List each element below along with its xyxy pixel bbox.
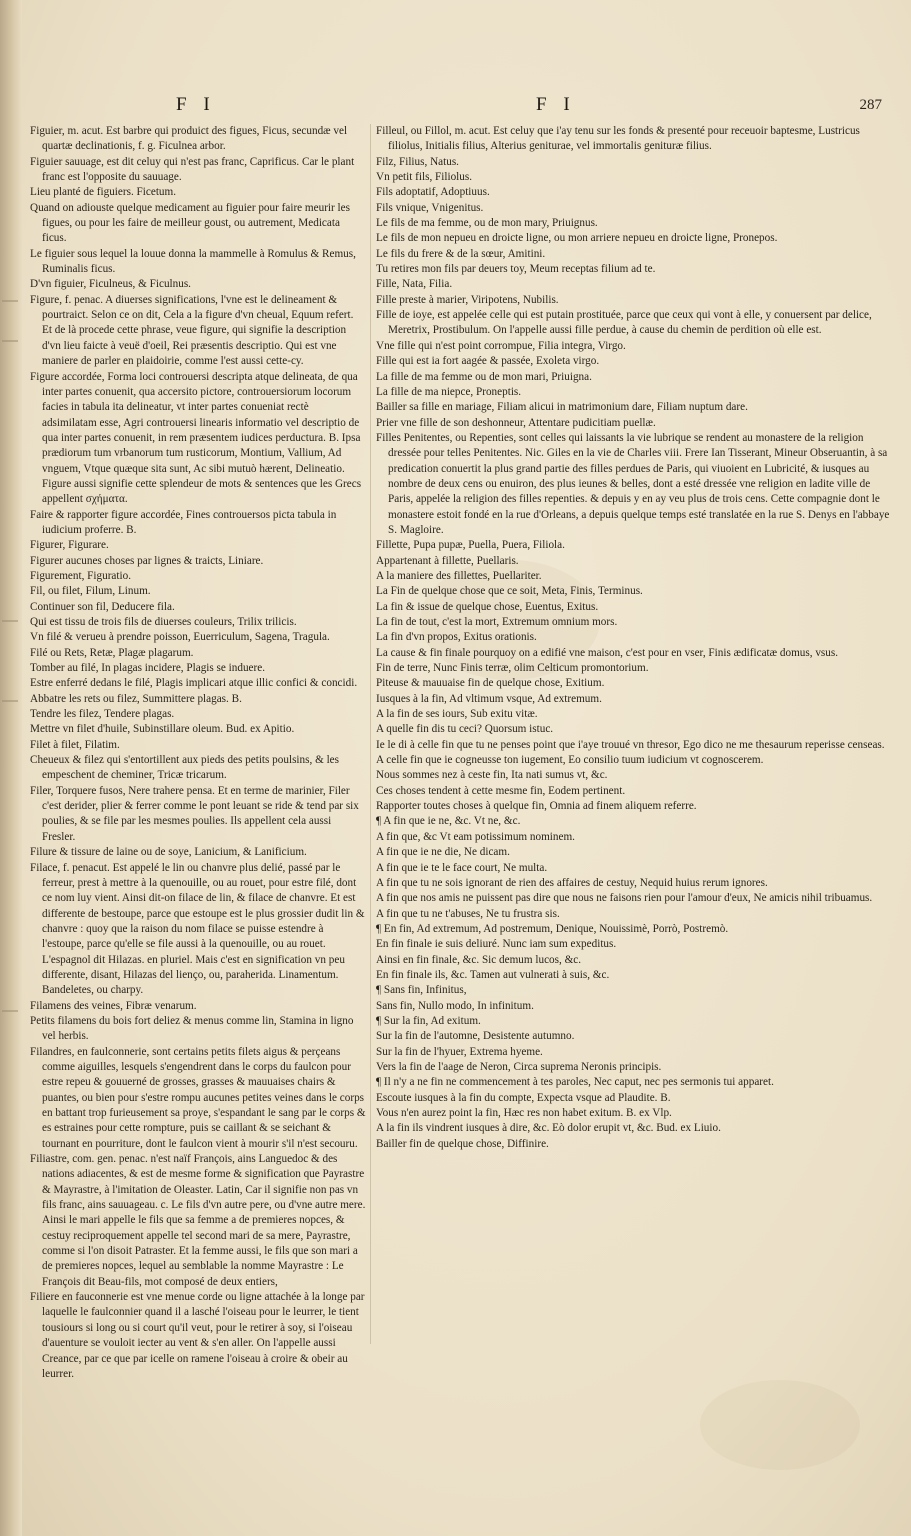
dictionary-entry: Tu retires mon fils par deuers toy, Meum receptas filium ad te.	[376, 263, 656, 276]
dictionary-entry: Filiere en fauconnerie est vne menue corde ou ligne attachée à la longe par laquelle le faulconnier quand il a lasché l'oiseau pour le leurrer, le tient tousiours si long ou si court qu'il veut, pour le retirer à soy, si l'oiseau d'auenture se vouloit iecter au vent & s'en aller. On l'appelle aussi Creance, par ce que par icelle on ramene l'oiseau à croire & obeir au leurrer.	[30, 1291, 365, 1380]
dictionary-entry: La fin de tout, c'est la mort, Extremum omnium mors.	[376, 616, 618, 628]
dictionary-entry: A la fin ils vindrent iusques à dire, &c. Eò dolor erupit vt, &c. Bud. ex Liuio.	[376, 1122, 721, 1135]
dictionary-entry: Piteuse & mauuaise fin de quelque chose, Exitium.	[376, 677, 605, 690]
right-column	[376, 124, 896, 1152]
dictionary-entry: Fille de ioye, est appelée celle qui est putain prostituée, parce que ceux qui vont à elle, y conuersent par delice, Meretrix, Prostibulum. On l'appelle aussi fille perdue, à cause du chemin de perdition où elle est.	[376, 309, 872, 337]
dictionary-entry: Bailler fin de quelque chose, Diffinire.	[376, 1137, 549, 1150]
dictionary-entry: A celle fin que ie cogneusse ton iugement, Eo consilio tuum iudicium vt cognoscerem.	[376, 754, 764, 767]
dictionary-entry: A fin que tu ne t'abuses, Ne tu frustra sis.	[376, 907, 560, 920]
bleed-mark	[2, 1010, 18, 1012]
bleed-mark	[2, 300, 18, 302]
bleed-mark	[2, 620, 18, 622]
dictionary-entry: Continuer son fil, Deducere fila.	[30, 600, 175, 613]
dictionary-entry: Filiastre, com. gen. penac. n'est naïf François, ains Languedoc & des nations adiacentes, & est de mesme forme & signification que Payrastre & Mayrastre, à l'imitation de Oleaster. Latin, Car il signifie non pas vn fils franc, ains sauuageau. c. Le fils d'vn autre pere, ou d'vne autre mere. Ainsi le mari appelle le fils que sa femme a de premieres nopces, & cestuy reciproquement appelle tel second mari de sa mere, Payrastre, comme si l'on disoit Patraster. Et la femme aussi, le fils que son mari a de premieres nopces, lequel au semblable la nomme Mayrastre : Le François dit Beau-fils, mot composé de deux entiers,	[30, 1153, 366, 1288]
dictionary-entry: Le fils de mon nepueu en droicte ligne, ou mon arriere nepueu en droicte ligne, Pronepos.	[376, 232, 778, 245]
dictionary-entry: Filles Penitentes, ou Repenties, sont celles qui laissants la vie lubrique se rendent au monastere de la religion dressée pour telles Penitentes. Nic. Giles en la vie de Charles viii. Frere Ian Tisserant, Mineur Obseruantin, à sa predication conuertit la plus grand partie des filles perdues de Paris, qui viuoient en Lubricité, & iusques au nombre de deux cens ou enuiron, des plus ieunes & belles, dont a esté dressée vne religion en ladite ville de Paris, appelée la religion des filles repenties. & depuis y en ay veu plus de trois cens. Cette compagnie dont le monastere estoit fondé en la rue d'Orleans, a depuis quelque temps esté translatée en la rue S. Denys en l'abbaye S. Magloire.	[376, 431, 890, 536]
dictionary-entry: Vne fille qui n'est point corrompue, Filia integra, Virgo.	[376, 339, 626, 352]
dictionary-entry: Faire & rapporter figure accordée, Fines controuersos picta tabula in iudicium proferre. B.	[30, 508, 337, 536]
dictionary-entry: Ie le di à celle fin que tu ne penses point que i'aye trouué vn thresor, Ego dico ne me thesaurum reperisse censeas.	[376, 738, 885, 751]
dictionary-entry: Qui est tissu de trois fils de diuerses couleurs, Trilix trilicis.	[30, 616, 297, 628]
dictionary-entry: Filleul, ou Fillol, m. acut. Est celuy que i'ay tenu sur les fonds & presenté pour receuoir baptesme, Lustricus filiolus, Initialis filius, Alterius geniturae, vel immortalis genituræ filius.	[376, 125, 860, 153]
dictionary-entry: Cheueux & filez qui s'entortillent aux pieds des petits poulsins, & les empeschent de cheminer, Tricæ tricarum.	[30, 754, 340, 782]
dictionary-entry: Escoute iusques à la fin du compte, Expecta vsque ad Plaudite. B.	[376, 1091, 671, 1104]
dictionary-entry: Vers la fin de l'aage de Neron, Circa suprema Neronis principis.	[376, 1060, 662, 1073]
dictionary-entry: Tendre les filez, Tendere plagas.	[30, 708, 175, 721]
dictionary-entry: Filandres, en faulconnerie, sont certains petits filets aigus & perçeans comme aiguilles, lesquels s'engendrent dans le corps du faulcon pour estre repeu & gouuerné de grosses, grasses & mauuaises chairs & puantes, ou bien pour s'estre rompu aucunes petites veines dans le corps en battant trop furieusement sa proye, s'espandant le sang par le corps & es estraines pour cette rompture, puis se caillant & se seichant & tournant en pourriture, dont le faulcon vient à mourir s'il n'est secouru.	[30, 1045, 366, 1150]
dictionary-entry: Figurer, Figurare.	[30, 539, 109, 552]
dictionary-entry: Fille qui est ia fort aagée & passée, Exoleta virgo.	[376, 355, 600, 368]
dictionary-entry: Sur la fin de l'automne, Desistente autumno.	[376, 1030, 575, 1043]
dictionary-entry: Fin de terre, Nunc Finis terræ, olim Celticum promontorium.	[376, 662, 649, 675]
dictionary-entry: A la fin de ses iours, Sub exitu vitæ.	[376, 708, 538, 721]
dictionary-entry: En fin finale ie suis deliuré. Nunc iam sum expeditus.	[376, 938, 617, 951]
dictionary-entry: La fille de ma femme ou de mon mari, Priuigna.	[376, 370, 592, 383]
dictionary-entry: Figurer aucunes choses par lignes & traicts, Liniare.	[30, 554, 264, 567]
dictionary-entry: Abbatre les rets ou filez, Summittere plagas. B.	[30, 692, 242, 705]
dictionary-entry: Figure, f. penac. A diuerses significations, l'vne est le delineament & pourtraict. Selon ce on dit, Cela a la figure d'vn cheual, Equum refert. Et de là procede cette phrase, veue figure, qui signifie la description d'vn lieu faicte à veuë d'oeil, Rei præsentis descriptio. Qui est vne maniere de parler en plaidoirie, comme l'est aussi cette-cy.	[30, 293, 354, 368]
left-column	[30, 124, 366, 1382]
dictionary-entry: Tomber au filé, In plagas incidere, Plagis se induere.	[30, 662, 266, 675]
dictionary-entry: ¶ Il n'y a ne fin ne commencement à tes paroles, Nec caput, nec pes sermonis tui apparet.	[376, 1076, 774, 1089]
dictionary-entry: En fin finale ils, &c. Tamen aut vulnerati à suis, &c.	[376, 968, 610, 981]
dictionary-entry: Petits filamens du bois fort deliez & menus comme lin, Stamina in ligno vel herbis.	[30, 1014, 354, 1043]
dictionary-entry: Figurement, Figuratio.	[30, 569, 131, 582]
dictionary-entry: ¶ Sur la fin, Ad exitum.	[376, 1014, 481, 1027]
dictionary-entry: Sur la fin de l'hyuer, Extrema hyeme.	[376, 1045, 543, 1058]
dictionary-entry: ¶ Sans fin, Infinitus,	[376, 984, 467, 997]
dictionary-entry: Vn petit fils, Filiolus.	[376, 171, 473, 184]
dictionary-entry: Filamens des veines, Fibræ venarum.	[30, 999, 197, 1012]
dictionary-entry: Filé ou Rets, Retæ, Plagæ plagarum.	[30, 646, 194, 659]
paper-stain	[700, 1380, 860, 1470]
dictionary-entry: A la maniere des fillettes, Puellariter.	[376, 569, 542, 582]
dictionary-entry: La fin & issue de quelque chose, Euentus, Exitus.	[376, 600, 599, 613]
dictionary-entry: Quand on adiouste quelque medicament au figuier pour faire meurir les figues, ou pour les faire de meilleur goust, ou autrement, Medicata ficus.	[30, 201, 350, 245]
dictionary-entry: Lieu planté de figuiers. Ficetum.	[30, 186, 177, 199]
dictionary-entry: A fin que tu ne sois ignorant de rien des affaires de cestuy, Nequid huius rerum ignores.	[376, 876, 768, 889]
dictionary-entry: A quelle fin dis tu ceci? Quorsum istuc.	[376, 723, 554, 736]
dictionary-entry: Prier vne fille de son deshonneur, Attentare pudicitiam puellæ.	[376, 416, 656, 429]
dictionary-entry: Rapporter toutes choses à quelque fin, Omnia ad finem aliquem referre.	[376, 800, 697, 813]
dictionary-entry: Fils vnique, Vnigenitus.	[376, 201, 484, 214]
page-gutter	[0, 0, 22, 1536]
dictionary-entry: ¶ A fin que ie ne, &c. Vt ne, &c.	[376, 815, 521, 828]
dictionary-entry: Filz, Filius, Natus.	[376, 155, 459, 168]
dictionary-entry: A fin que ie ne die, Ne dicam.	[376, 846, 510, 859]
dictionary-entry: Sans fin, Nullo modo, In infinitum.	[376, 999, 534, 1012]
dictionary-entry: Filace, f. penacut. Est appelé le lin ou chanvre plus delié, passé par le ferreur, prest à mettre à la quenouille, ou au rouet, pour estre filé, dont ce nom luy vient. Ainsi dit-on filace de lin, & filace de chanvre. Et est differente de bestoupe, parce que estoupe est le plus grossier dudit lin & chanvre : quoy que la raison du nom filace se puisse estendre à l'estoupe, parce qu'elle se file aussi à la quenouille, ou au rouet. L'espagnol dit Hilazas. en pluriel. Mais c'est en signification vn peu differente, disant, Hilazas del lienço, ou, paraherida. Linamentum. Bandeletes, ou charpy.	[30, 861, 365, 997]
dictionary-entry: Fillette, Pupa pupæ, Puella, Puera, Filiola.	[376, 539, 565, 552]
running-head-left: F I	[176, 94, 216, 115]
running-head-right: F I	[536, 94, 576, 115]
dictionary-entry: Vn filé & verueu à prendre poisson, Euerriculum, Sagena, Tragula.	[30, 631, 330, 644]
dictionary-entry: A fin que nos amis ne puissent pas dire que nous ne faisons rien pour l'amour d'eux, Ne amicis nihil tribuamus.	[376, 892, 873, 905]
dictionary-entry: Ces choses tendent à cette mesme fin, Eodem pertinent.	[376, 784, 626, 797]
dictionary-entry: Figuier sauuage, est dit celuy qui n'est pas franc, Caprificus. Car le plant franc est l'opposite du sauuage.	[30, 155, 355, 184]
dictionary-entry: Filer, Torquere fusos, Nere trahere pensa. Et en terme de marinier, Filer c'est derider, plier & ferrer comme le pont leuant se ride & tend par six poulies, & se file par les mesmes poulies. Ils appellent cela aussi Fresler.	[30, 784, 359, 843]
dictionary-entry: A fin que ie te le face court, Ne multa.	[376, 861, 548, 874]
dictionary-entry: Estre enferré dedans le filé, Plagis implicari atque illic confici & concidi.	[30, 677, 358, 690]
bleed-mark	[2, 340, 18, 342]
dictionary-entry: Fil, ou filet, Filum, Linum.	[30, 585, 151, 598]
dictionary-entry: Le fils de ma femme, ou de mon mary, Priuignus.	[376, 217, 598, 230]
dictionary-entry: Bailler sa fille en mariage, Filiam alicui in matrimonium dare, Filiam nuptum dare.	[376, 401, 748, 414]
dictionary-entry: Vous n'en aurez point la fin, Hæc res non habet exitum. B. ex Vlp.	[376, 1107, 672, 1119]
dictionary-entry: La cause & fin finale pourquoy on a edifié vne maison, c'est pour en vser, Finis ædificatæ domus, vsus.	[376, 646, 839, 659]
dictionary-entry: Filet à filet, Filatim.	[30, 738, 120, 751]
page-number: 287	[859, 97, 882, 113]
dictionary-entry: La Fin de quelque chose que ce soit, Meta, Finis, Terminus.	[376, 585, 643, 598]
dictionary-entry: Iusques à la fin, Ad vltimum vsque, Ad extremum.	[376, 692, 602, 705]
dictionary-entry: Fille, Nata, Filia.	[376, 278, 453, 291]
dictionary-entry: Nous sommes nez à ceste fin, Ita nati sumus vt, &c.	[376, 769, 608, 782]
bleed-mark	[2, 700, 18, 702]
dictionary-entry: Le fils du frere & de la sœur, Amitini.	[376, 247, 546, 260]
dictionary-entry: A fin que, &c Vt eam potissimum nominem.	[376, 830, 575, 843]
dictionary-entry: D'vn figuier, Ficulneus, & Ficulnus.	[30, 278, 191, 291]
dictionary-entry: Filure & tissure de laine ou de soye, Lanicium, & Lanificium.	[30, 846, 307, 859]
dictionary-entry: Le figuier sous lequel la louue donna la mammelle à Romulus & Remus, Ruminalis ficus.	[30, 247, 356, 276]
dictionary-entry: La fin d'vn propos, Exitus orationis.	[376, 631, 537, 644]
column-divider	[370, 124, 371, 1344]
dictionary-entry: Fille preste à marier, Viripotens, Nubilis.	[376, 293, 559, 306]
dictionary-entry: Appartenant à fillette, Puellaris.	[376, 554, 519, 567]
dictionary-entry: Mettre vn filet d'huile, Subinstillare oleum. Bud. ex Apitio.	[30, 723, 295, 736]
dictionary-entry: Figuier, m. acut. Est barbre qui produict des figues, Ficus, secundæ vel quartæ declinationis, f. g. Ficulnea arbor.	[30, 125, 348, 153]
dictionary-entry: Figure accordée, Forma loci controuersi descripta atque delineata, de qua inter partes conuenit, qua accersito pictore, controuersiorum locorum facies in tabula ita delineatur, vt inter partes conueniat rectè adsimilatam esse, Agri controuersi linearis informatio vel descriptio de qua inter partes conuenit, in rem præsentem iudices perductura. B. Ipsa prædiorum tum vrbanorum tum rusticorum, Montium, Vallium, Ad vnguem, Vtque quæque sita sunt, Ac sibi mutuò hærent, Delineatio. Figure aussi signifie cette splendeur de mots & sentences que les Grecs appellent σχήματα.	[30, 370, 362, 506]
dictionary-entry: ¶ En fin, Ad extremum, Ad postremum, Denique, Nouissimè, Porrò, Postremò.	[376, 922, 729, 935]
dictionary-entry: Fils adoptatif, Adoptiuus.	[376, 186, 490, 199]
dictionary-entry: Ainsi en fin finale, &c. Sic demum lucos, &c.	[376, 953, 582, 966]
dictionary-entry: La fille de ma niepce, Proneptis.	[376, 385, 522, 398]
